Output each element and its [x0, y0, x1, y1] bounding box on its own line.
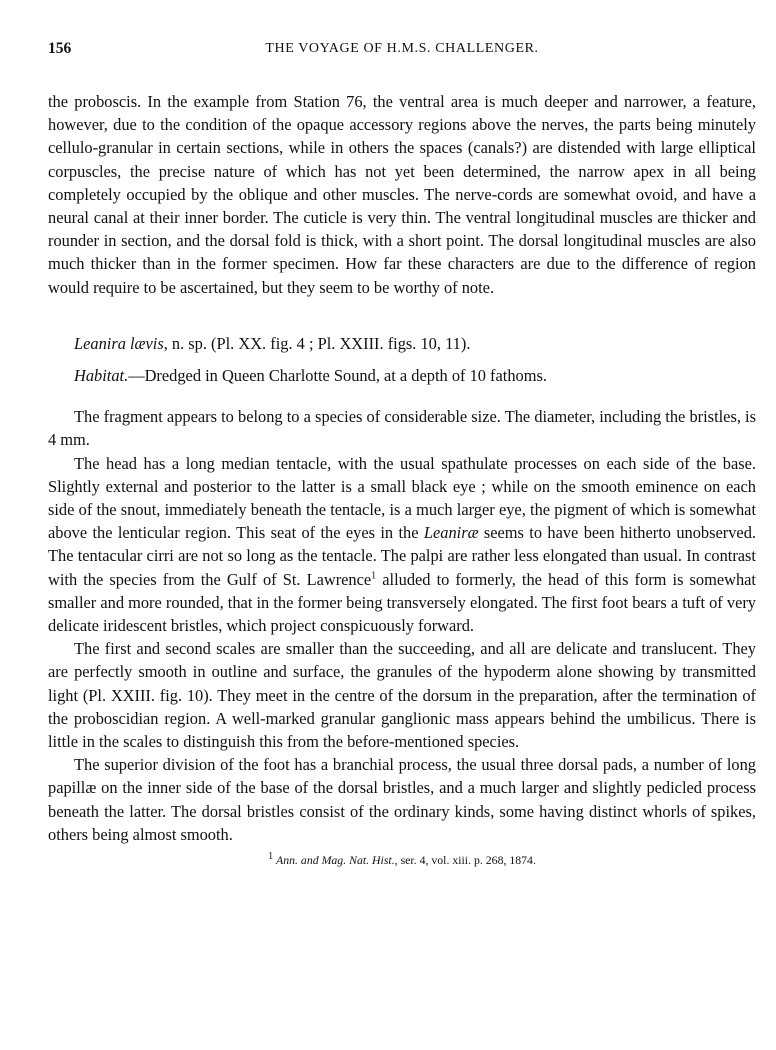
- habitat-text: —Dredged in Queen Charlotte Sound, at a depth of 10 fathoms.: [128, 366, 547, 386]
- paragraph-head: [48, 452, 756, 638]
- page: [48, 40, 756, 868]
- species-heading: [48, 332, 756, 355]
- running-title: THE VOYAGE OF H.M.S. CHALLENGER.: [265, 41, 539, 56]
- head-text-3: alluded to formerly, the head of this form is somewhat smaller and more rounded, that in the former being transversely elongated. The first foot bears a tuft of very delicate iridescent bristles, which project conspicuously forward.: [48, 569, 756, 636]
- head-text-1: The head has a long median tentacle, with the usual spathulate processes on each side of the base. Slightly external and posterior to the latter is a small black eye ; while on the smooth eminence on each side of the snout, immediately beneath the tentacle, is a much larger eye, the pigment of which is somewhat above the lenticular region. This seat of the eyes in the: [48, 453, 756, 543]
- footnote-marker: 1: [268, 851, 274, 863]
- page-header: [48, 40, 756, 66]
- habitat-line: [48, 364, 756, 387]
- species-plates: , n. sp. (Pl. XX. fig. 4 ; Pl. XXIII. figs. 10, 11).: [163, 333, 471, 353]
- page-number: 156: [48, 40, 72, 57]
- paragraph-proboscis: the proboscis. In the example from Station 76, the ventral area is much deeper and narrower, a feature, however, due to the condition of the opaque accessory regions above the nerves, the parts being minutely cellulo-granular in certain sections, while in others the spaces (canals?) are distended with large elliptical corpuscles, the precise nature of which has not yet been determined, the narrow apex in all being completely occupied by the oblique and other muscles. The nerve-cords are somewhat ovoid, and have a neural canal at their inner border. The cuticle is very thin. The ventral longitudinal muscles are thicker and rounder in section, and the dorsal fold is thick, with a short point. The dorsal longitudinal muscles are also much thicker than in the former specimen. How far these characters are due to the difference of region would require to be ascertained, but they seem to be worthy of note.: [48, 92, 756, 297]
- footnote-citation: , ser. 4, vol. xiii. p. 268, 1874.: [394, 853, 536, 868]
- paragraph-fragment: The fragment appears to belong to a species of considerable size. The diameter, including the bristles, is 4 mm.: [48, 407, 756, 450]
- paragraph-foot: The superior division of the foot has a branchial process, the usual three dorsal pads, a number of long papillæ on the inner side of the base of the dorsal bristles, and a much larger and slightly pedicled process beneath the latter. The dorsal bristles consist of the ordinary kinds, some having distinct whorls of spikes, others being almost smooth.: [48, 755, 756, 844]
- head-italic-genus: Leaniræ: [423, 523, 479, 543]
- footnote-ref[interactable]: 1: [371, 570, 377, 582]
- paragraph-scales: The first and second scales are smaller than the succeeding, and all are delicate and translucent. They are perfectly smooth in outline and surface, the granules of the hypoderm alone showing by transmitted light (Pl. XXIII. fig. 10). They meet in the centre of the dorsum in the preparation, after the termination of the proboscidian region. A well-marked granular ganglionic mass appears behind the umbilicus. There is little in the scales to distinguish this from the before-mentioned species.: [48, 639, 756, 752]
- footnote-journal: Ann. and Mag. Nat. Hist.: [276, 853, 395, 868]
- habitat-label: Habitat.: [74, 366, 129, 386]
- species-name: Leanira lævis: [74, 333, 164, 353]
- head-text-2: seems to have been hitherto unobserved. The tentacular cirri are not so long as the tentacle. The palpi are rather less elongated than usual. In contrast with the species from the Gulf of St. Lawrence: [48, 523, 756, 589]
- footnote: [48, 852, 756, 868]
